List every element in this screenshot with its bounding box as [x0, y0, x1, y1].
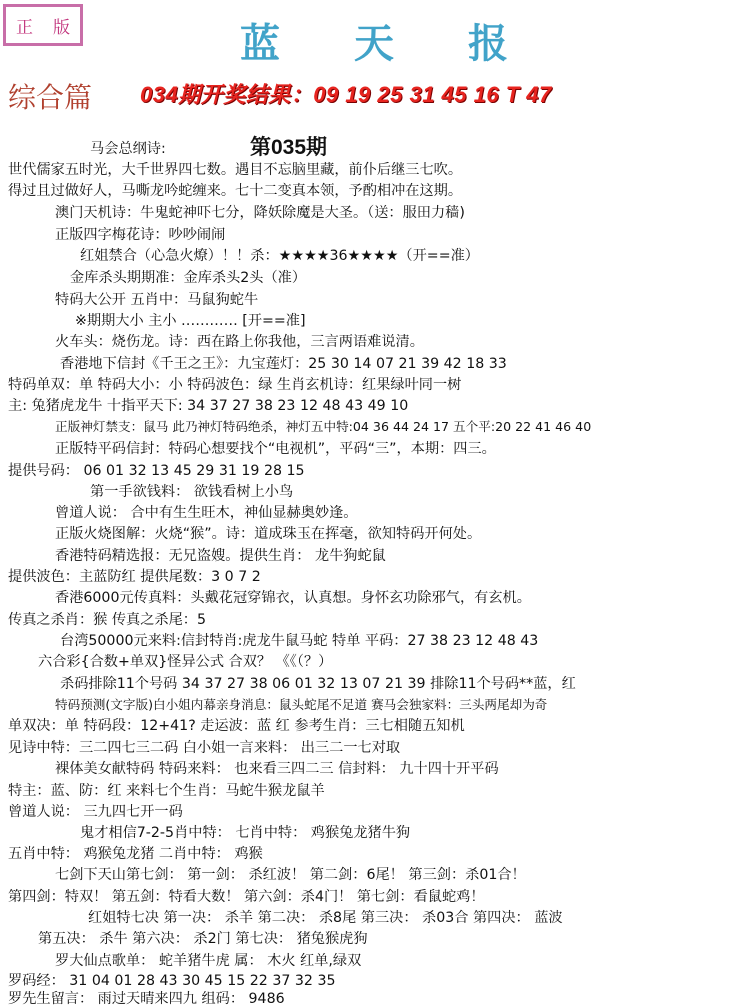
text-line: 单双决：单 特码段：12+41? 走运波：蓝 红 参考生肖：三七相随五知机: [8, 718, 465, 734]
text-line: 六合彩{合数+单双}怪异公式 合双？ 《《（？）: [38, 654, 333, 670]
text-line: 香港特码精选报：无兄盗嫂。提供生肖： 龙牛狗蛇鼠: [55, 548, 386, 564]
text-line: 特码单双：单 特码大小：小 特码波色：绿 生肖玄机诗：红果绿叶同一树: [8, 377, 462, 393]
text-line: 世代儒家五时光，大千世界四七数。遇目不忘脑里藏，前仆后继三七吹。: [8, 162, 463, 178]
text-line: 红姐特七决 第一决： 杀羊 第二决： 杀8尾 第三决： 杀03合 第四决： 蓝波: [88, 910, 563, 926]
text-line: 提供波色：主蓝防红 提供尾数：3 0 7 2: [8, 569, 261, 585]
text-line: 正版火烧图解：火烧“猴”。诗：道成珠玉在挥毫，欲知特码开何处。: [55, 526, 482, 542]
text-line: 特主：蓝、防：红 来料七个生肖：马蛇牛猴龙鼠羊: [8, 783, 325, 799]
text-line: 金库杀头期期准：金库杀头2头（准）: [70, 270, 307, 286]
text-line: 鬼才相信7-2-5肖中特： 七肖中特： 鸡猴兔龙猪牛狗: [80, 825, 411, 841]
text-line: 传真之杀肖：猴 传真之杀尾：5: [8, 612, 206, 628]
text-line: 曾道人说： 合中有生生旺木，神仙显赫奥妙逢。: [55, 505, 358, 521]
text-line: 正版特平码信封：特码心想要找个“电视机”，平码“三”，本期：四三。: [55, 441, 496, 457]
text-line: 特码大公开 五肖中：马鼠狗蛇牛: [55, 292, 259, 308]
text-line: 火车头：烧伤龙。诗：西在路上你我他，三言两语难说清。: [55, 334, 424, 350]
text-line: 香港地下信封《千王之王》：九宝莲灯：25 30 14 07 21 39 42 18 33: [60, 356, 507, 372]
text-line: ※期期大小 主小 ………… [开==准]: [75, 313, 306, 329]
text-line: 罗大仙点歌单： 蛇羊猪牛虎 属： 木火 红单,绿双: [55, 953, 362, 969]
masthead-title: [240, 12, 510, 69]
text-line: 澳门天机诗：牛鬼蛇神吓七分，降妖除魔是大圣。（送：服田力穑): [55, 205, 465, 221]
title-char: 蓝: [240, 20, 282, 67]
title-char: 报: [468, 20, 510, 67]
text-line: 见诗中特：三二四七三二码 白小姐一言来料： 出三二一七对取: [8, 740, 401, 756]
text-line: 罗码经： 31 04 01 28 43 30 45 15 22 37 32 35: [8, 973, 336, 989]
text-line: 杀码排除11个号码 34 37 27 38 06 01 32 13 07 21 39 排除11个号码**蓝，红: [60, 676, 576, 692]
text-line: 马会总纲诗:: [90, 141, 166, 157]
text-line: 五肖中特： 鸡猴兔龙猪 二肖中特： 鸡猴: [8, 846, 263, 862]
previous-results: 034期开奖结果：09 19 25 31 45 16 T 47: [140, 82, 552, 107]
text-line: 第四剑：特双！ 第五剑：特看大数！ 第六剑：杀4门！ 第七剑：看鼠蛇鸡！: [8, 889, 485, 905]
text-line: 正版四字梅花诗：吵吵闹闹: [55, 227, 226, 243]
title-char: 天: [354, 20, 396, 67]
text-line: 香港6000元传真料：头戴花冠穿锦衣，认真想。身怀玄功除邪气，有玄机。: [55, 590, 531, 606]
text-line: 主: 兔猪虎龙牛 十指平天下: 34 37 27 38 23 12 48 43 49 10: [8, 398, 409, 414]
stamp-char: 版: [53, 17, 70, 38]
text-line: 七剑下天山第七剑： 第一剑： 杀红波！ 第二剑：6尾！ 第三剑：杀01合！: [55, 867, 526, 883]
text-line: 提供号码： 06 01 32 13 45 29 31 19 28 15: [8, 463, 305, 479]
text-line: 第五决： 杀牛 第六决： 杀2门 第七决： 猪兔猴虎狗: [38, 931, 368, 947]
text-line: 正版神灯禁支：鼠马 此乃神灯特码绝杀，神灯五中特:04 36 44 24 17 五个平:20 22 41 46 40: [55, 419, 592, 434]
stamp-char: 正: [16, 17, 33, 38]
text-line: 得过且过做好人，马嘶龙吟蛇缠来。七十二变真本领，予酌相冲在这期。: [8, 183, 463, 199]
text-line: 裸体美女献特码 特码来料： 也来看三四二三 信封料： 九十四十开平码: [55, 761, 499, 777]
text-line: 特码预测(文字版)白小姐内幕亲身消息：鼠头蛇尾不足道 赛马会独家料：三头两尾却为奇: [55, 697, 548, 712]
text-line: 罗先生留言： 雨过天晴来四九 组码： 9486: [8, 991, 285, 1007]
section-title: 综合篇: [8, 81, 93, 114]
text-line: 红姐禁合（心急火燎）！！杀：★★★★36★★★★（开==准）: [80, 248, 479, 264]
text-line: 曾道人说： 三九四七开一码: [8, 804, 183, 820]
issue-number: 第035期: [250, 136, 328, 159]
text-line: 台湾50000元来料:信封特肖:虎龙牛鼠马蛇 特单 平码：27 38 23 12 48 43: [60, 633, 539, 649]
genuine-stamp: [3, 4, 83, 46]
text-line: 第一手欲钱料： 欲钱看树上小鸟: [90, 484, 294, 500]
